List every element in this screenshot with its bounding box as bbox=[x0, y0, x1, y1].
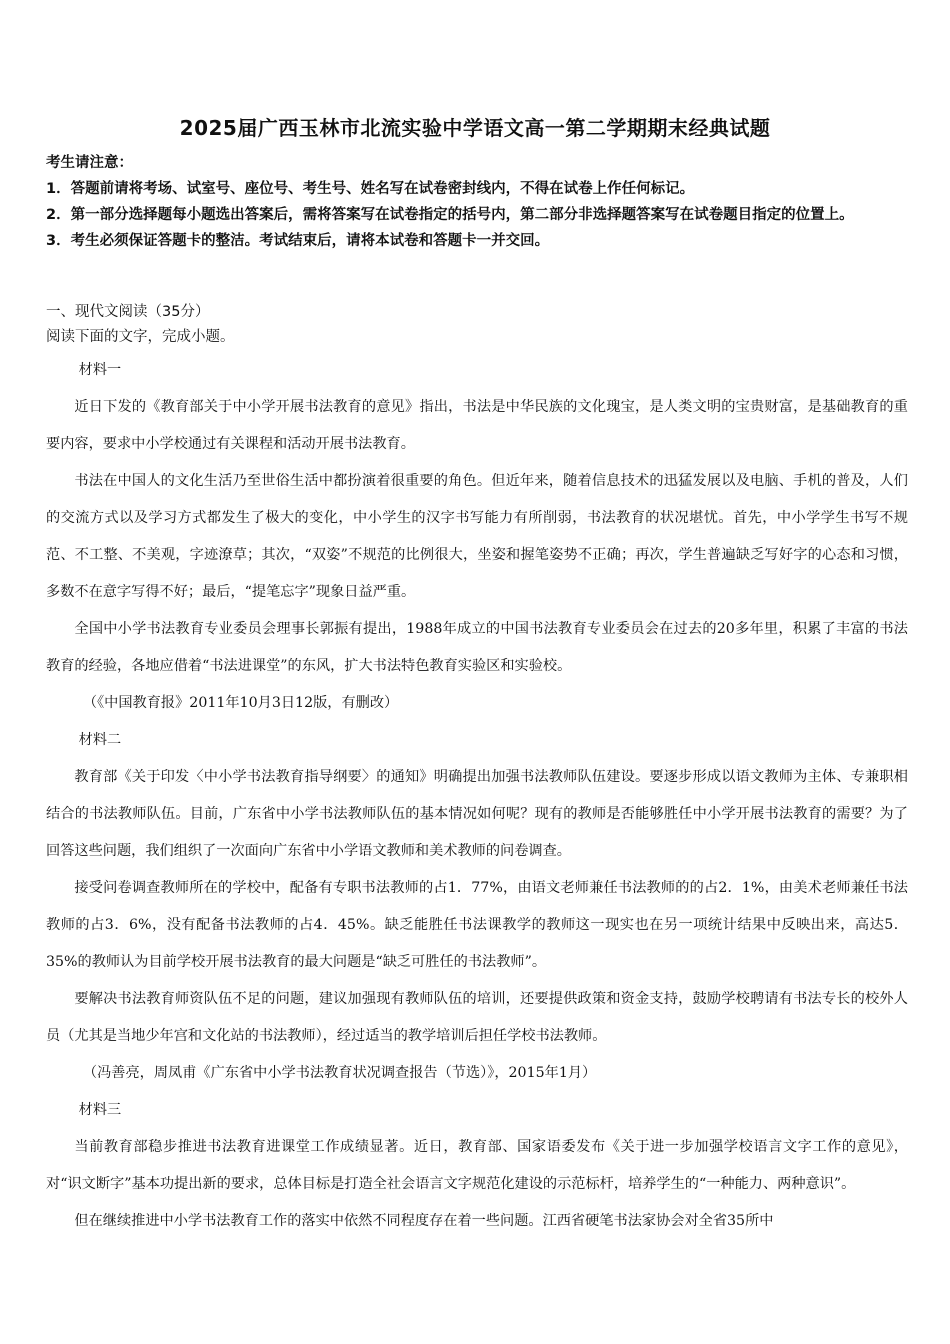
reading-passage bbox=[46, 352, 908, 1240]
material-label: 材料一 bbox=[78, 362, 122, 378]
passage-paragraph: 教育部《关于印发〈中小学书法教育指导纲要〉的通知》明确提出加强书法教师队伍建设。要逐步形成以语文教师为主体、专兼职相结合的书法教师队伍。目前，广东省中小学书法教师队伍的基本情况如何呢？现有的教师是否能够胜任中小学开展书法教育的需要？为了回答这些问题，我们组织了一次面向广东省中小学语文教师和美术教师的问卷调查。 bbox=[46, 769, 908, 859]
passage-paragraph: 但在继续推进中小学书法教育工作的落实中依然不同程度存在着一些问题。江西省硬笔书法家协会对全省35所中 bbox=[74, 1213, 774, 1229]
source-citation: （《中国教育报》2011年10月3日12版，有删改） bbox=[82, 695, 399, 711]
passage-paragraph: 接受问卷调查教师所在的学校中，配备有专职书法教师的占1．77%，由语文老师兼任书法教师的的占2．1%，由美术老师兼任书法教师的占3．6%，没有配备书法教师的占4．45%。缺乏能胜任书法课教学的教师这一现实也在另一项统计结果中反映出来，高达5．35%的教师认为目前学校开展书法教育的最大问题是“缺乏可胜任的书法教师”。 bbox=[46, 880, 908, 970]
passage-paragraph: 当前教育部稳步推进书法教育进课堂工作成绩显著。近日，教育部、国家语委发布《关于进一步加强学校语言文字工作的意见》，对“识文断字”基本功提出新的要求，总体目标是打造全社会语言文字规范化建设的示范标杆，培养学生的“一种能力、两种意识”。 bbox=[46, 1139, 908, 1192]
material-label: 材料二 bbox=[78, 732, 122, 748]
notice-item: 2．第一部分选择题每小题选出答案后，需将答案写在试卷指定的括号内，第二部分非选择题答案写在试卷题目指定的位置上。 bbox=[46, 207, 854, 223]
passage-paragraph: 全国中小学书法教育专业委员会理事长郭振有提出，1988年成立的中国书法教育专业委员会在过去的20多年里，积累了丰富的书法教育的经验，各地应借着“书法进课堂”的东风，扩大书法特色教育实验区和实验校。 bbox=[46, 621, 908, 674]
source-citation: （冯善亮，周凤甫《广东省中小学书法教育状况调查报告（节选）》，2015年1月） bbox=[82, 1065, 597, 1081]
section-heading: 一、现代文阅读（35分） bbox=[46, 304, 210, 320]
page-title: 2025届广西玉林市北流实验中学语文高一第二学期期末经典试题 bbox=[179, 116, 771, 140]
material-label: 材料三 bbox=[78, 1102, 122, 1118]
exam-notice bbox=[46, 150, 906, 254]
passage-paragraph: 书法在中国人的文化生活乃至世俗生活中都扮演着很重要的角色。但近年来，随着信息技术的迅猛发展以及电脑、手机的普及，人们的交流方式以及学习方式都发生了极大的变化，中小学生的汉字书写能力有所削弱，书法教育的状况堪忧。首先，中小学学生书写不规范、不工整、不美观，字迹潦草；其次，“双姿”不规范的比例很大，坐姿和握笔姿势不正确；再次，学生普遍缺乏写好字的心态和习惯，多数不在意字写得不好；最后，“提笔忘字”现象日益严重。 bbox=[46, 473, 908, 600]
reading-instruction: 阅读下面的文字，完成小题。 bbox=[46, 329, 235, 345]
notice-heading: 考生请注意： bbox=[46, 155, 133, 171]
notice-item: 1．答题前请将考场、试室号、座位号、考生号、姓名写在试卷密封线内，不得在试卷上作任何标记。 bbox=[46, 181, 695, 197]
notice-item: 3．考生必须保证答题卡的整洁。考试结束后，请将本试卷和答题卡一并交回。 bbox=[46, 233, 550, 249]
passage-paragraph: 近日下发的《教育部关于中小学开展书法教育的意见》指出，书法是中华民族的文化瑰宝，是人类文明的宝贵财富，是基础教育的重要内容，要求中小学校通过有关课程和活动开展书法教育。 bbox=[46, 399, 908, 452]
passage-paragraph: 要解决书法教育师资队伍不足的问题，建议加强现有教师队伍的培训，还要提供政策和资金支持，鼓励学校聘请有书法专长的校外人员（尤其是当地少年宫和文化站的书法教师），经过适当的教学培训后担任学校书法教师。 bbox=[46, 991, 908, 1044]
